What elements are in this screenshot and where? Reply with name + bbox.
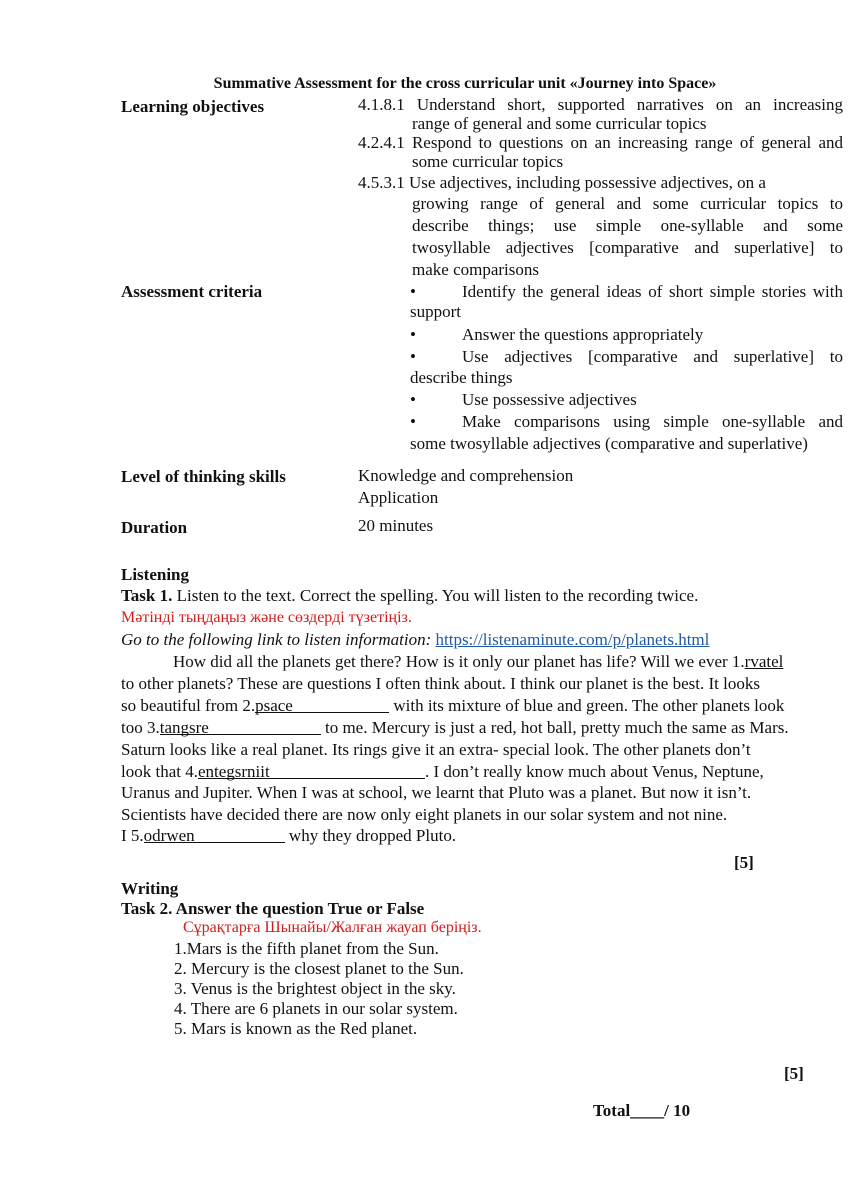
bullet-icon: •	[410, 325, 416, 344]
listening-task-line	[121, 586, 698, 606]
task-1-label: Task 1.	[121, 586, 173, 605]
criterion-3-line-2: describe things	[410, 368, 513, 387]
passage-line-7: Uranus and Jupiter. When I was at school, we learnt that Pluto was a planet. But now it isn’t.	[121, 783, 752, 802]
listening-kazakh-instruction: Мәтінді тыңдаңыз және сөздерді түзетіңіз.	[121, 609, 412, 626]
passage-text: to me. Mercury is just a red, hot ball, pretty much the same as Mars.	[320, 718, 789, 737]
blank-4[interactable]	[198, 762, 425, 779]
passage-text: I 5.	[121, 826, 144, 845]
passage-text: why they dropped Pluto.	[284, 826, 457, 845]
blank-2[interactable]	[255, 696, 389, 713]
listening-heading: Listening	[121, 565, 190, 584]
criterion-1-line-2: support	[410, 302, 461, 321]
criterion-3-text: Use adjectives [comparative and superlative] to	[462, 347, 843, 366]
criterion-5-line-1	[410, 412, 843, 432]
objective-3-line-5: make comparisons	[412, 260, 539, 279]
passage-line-4	[121, 718, 789, 738]
writing-task-line	[121, 899, 424, 919]
blank-3[interactable]	[160, 718, 321, 735]
objective-3-line-1: 4.5.3.1 Use adjectives, including possessive adjectives, on a	[358, 173, 766, 192]
label-duration: Duration	[121, 518, 188, 537]
listening-link[interactable]: https://listenaminute.com/p/planets.html	[435, 630, 710, 649]
writing-heading: Writing	[121, 879, 179, 898]
criterion-2	[410, 325, 703, 345]
criterion-3-line-1	[410, 347, 843, 367]
listening-link-line	[121, 630, 709, 650]
passage-line-8: Scientists have decided there are now only eight planets in our solar system and not nine.	[121, 805, 728, 824]
passage-line-2: to other planets? These are questions I often think about. I think our planet is the best. It looks	[121, 674, 760, 693]
objective-1-line-1: 4.1.8.1 Understand short, supported narratives on an increasing	[358, 95, 843, 114]
objective-3-line-4: twosyllable adjectives [comparative and superlative] to	[412, 238, 843, 257]
link-intro: Go to the following link to listen information:	[121, 630, 432, 649]
blank-2-word: psace	[255, 696, 293, 715]
criterion-4	[410, 390, 637, 410]
criterion-5-text: Make comparisons using simple one-syllable and	[462, 412, 843, 431]
passage-line-1	[173, 652, 783, 672]
thinking-skill-2: Application	[358, 488, 439, 507]
list-item: 3. Venus is the brightest object in the sky.	[174, 979, 456, 998]
bullet-icon: •	[410, 282, 416, 301]
passage-text: with its mixture of blue and green. The other planets look	[389, 696, 785, 715]
passage-text: so beautiful from 2.	[121, 696, 256, 715]
passage-text: . I don’t really know much about Venus, Neptune,	[424, 762, 764, 781]
objective-2-line-2: some curricular topics	[412, 152, 564, 171]
duration-value: 20 minutes	[358, 516, 434, 535]
task-2-label: Task 2.	[121, 899, 173, 918]
criterion-1-line-1	[410, 282, 843, 302]
task-2-text: Answer the question True or False	[172, 899, 425, 918]
passage-text: look that 4.	[121, 762, 198, 781]
listening-score: [5]	[734, 853, 754, 872]
passage-line-9	[121, 826, 456, 846]
objective-3-line-2: growing range of general and some curricular topics to	[412, 194, 843, 213]
objective-3-line-3: describe things; use simple one-syllable and some	[412, 216, 843, 235]
thinking-skill-1: Knowledge and comprehension	[358, 466, 574, 485]
criterion-4-text: Use possessive adjectives	[462, 390, 637, 409]
blank-3-word: tangsre	[159, 718, 209, 737]
writing-score: [5]	[784, 1064, 804, 1083]
criterion-1-text: Identify the general ideas of short simple stories with	[462, 282, 843, 301]
bullet-icon: •	[410, 412, 416, 431]
passage-text: too 3.	[121, 718, 160, 737]
criterion-2-text: Answer the questions appropriately	[462, 325, 704, 344]
criterion-5-line-2: some twosyllable adjectives (comparative and superlative)	[410, 434, 808, 453]
list-item: 4. There are 6 planets in our solar system.	[174, 999, 458, 1018]
page-title: Summative Assessment for the cross curricular unit «Journey into Space»	[213, 75, 717, 92]
blank-4-word: entegsrniit	[197, 762, 270, 781]
list-item: 1.Mars is the fifth planet from the Sun.	[174, 939, 439, 958]
bullet-icon: •	[410, 390, 416, 409]
label-learning-objectives: Learning objectives	[121, 97, 265, 116]
passage-line-5: Saturn looks like a real planet. Its rings give it an extra- special look. The other planets don’t	[121, 740, 751, 759]
label-thinking-skills: Level of thinking skills	[121, 467, 286, 486]
passage-line-6	[121, 762, 764, 782]
bullet-icon: •	[410, 347, 416, 366]
passage-line-3	[121, 696, 784, 716]
objective-2-line-1: 4.2.4.1 Respond to questions on an increasing range of general and	[358, 133, 843, 152]
writing-kazakh-instruction: Сұрақтарға Шынайы/Жалған жауап беріңіз.	[183, 919, 482, 936]
list-item: 5. Mars is known as the Red planet.	[174, 1019, 418, 1038]
blank-1-word[interactable]: rvatel	[744, 652, 784, 671]
list-item: 2. Mercury is the closest planet to the Sun.	[174, 959, 464, 978]
passage-text: How did all the planets get there? How is it only our planet has life? Will we ever 1.	[173, 652, 745, 671]
label-assessment-criteria: Assessment criteria	[121, 282, 263, 301]
task-1-text: Listen to the text. Correct the spelling. You will listen to the recording twice.	[172, 586, 699, 605]
blank-5[interactable]	[144, 826, 285, 843]
total-score: Total____/ 10	[593, 1101, 691, 1120]
objective-1-line-2: range of general and some curricular topics	[412, 114, 707, 133]
blank-5-word: odrwen	[143, 826, 195, 845]
